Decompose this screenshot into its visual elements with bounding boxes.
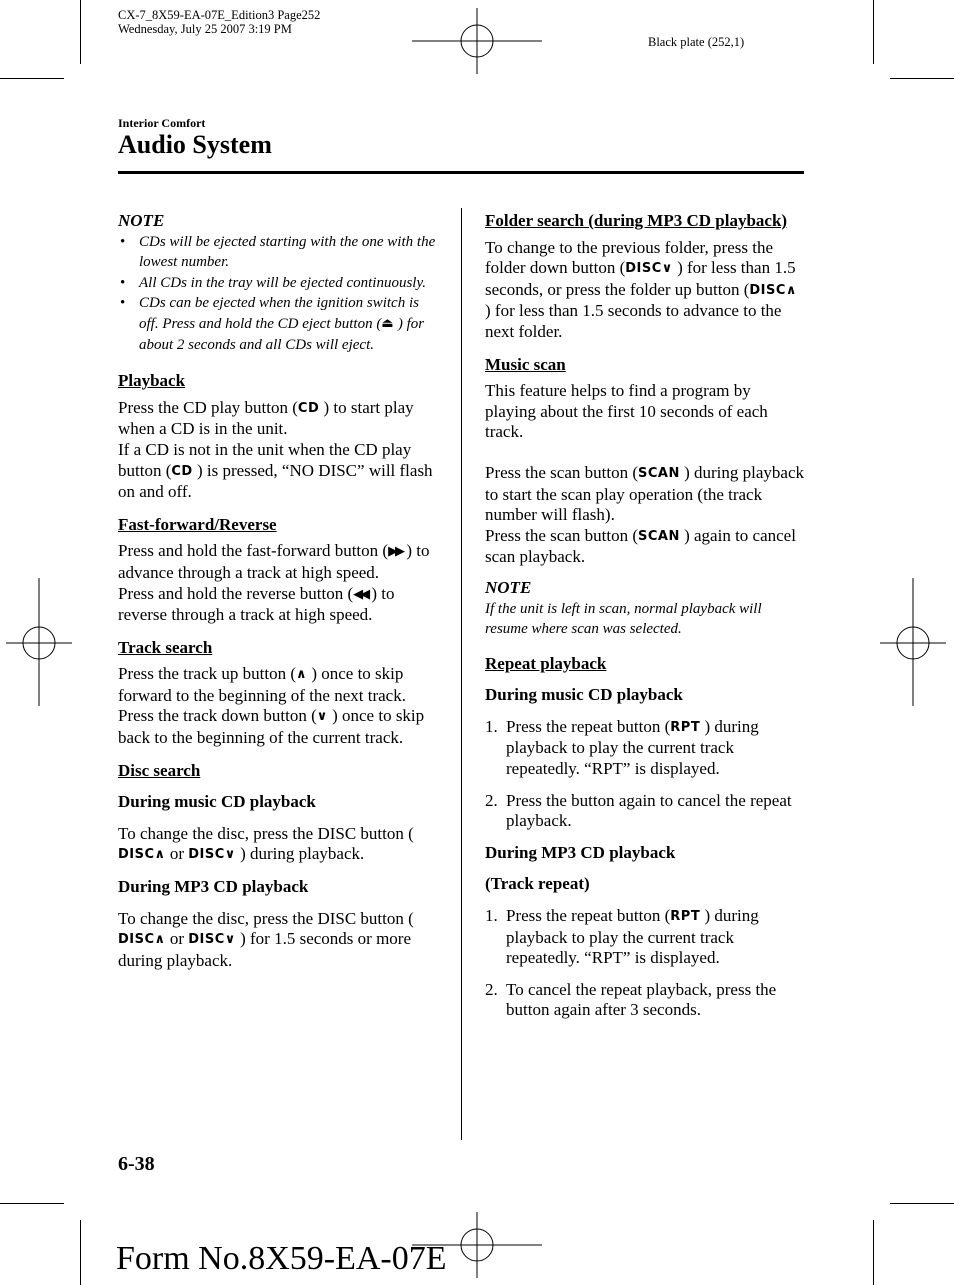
folder-search-heading: Folder search (during MP3 CD playback) [485, 211, 788, 230]
disc-down-icon: DISC∨ [625, 261, 673, 277]
subheading: During MP3 CD playback [485, 842, 676, 862]
crop-mark [80, 1220, 81, 1285]
disc-down-icon: DISC∨ [188, 932, 236, 948]
left-column [118, 211, 438, 971]
plate-label: Black plate (252,1) [648, 35, 745, 49]
repeat-playback-heading: Repeat playback [485, 653, 607, 673]
rpt-button-icon: RPT [670, 909, 701, 925]
crop-mark [890, 1203, 954, 1204]
fast-forward-paragraph: Press and hold the fast-forward button (▶▶ ) to advance through a track at high speed. [118, 541, 430, 582]
scan-paragraph: This feature helps to find a program by playing about the first 10 seconds of each track. [485, 381, 768, 442]
crop-mark [80, 0, 81, 64]
disc-up-icon: DISC∧ [118, 847, 166, 863]
reverse-paragraph: Press and hold the reverse button (◀◀ ) to reverse through a track at high speed. [118, 583, 395, 625]
title-rule [118, 171, 804, 174]
scan-paragraph: Press the scan button (SCAN ) again to cancel scan playback. [485, 525, 796, 567]
fast-forward-heading: Fast-forward/Reverse [118, 514, 277, 534]
crop-mark [0, 1203, 64, 1204]
disc-down-icon: DISC∨ [188, 847, 236, 863]
list-item: 2. To cancel the repeat playback, press the button again after 3 seconds. [485, 979, 777, 1020]
music-scan-heading: Music scan [485, 354, 566, 374]
scan-button-icon: SCAN [637, 465, 680, 481]
crop-mark [873, 0, 874, 64]
track-paragraph: Press the track down button (∨ ) once to skip back to the beginning of the current track. [118, 706, 425, 748]
playback-heading: Playback [118, 371, 186, 391]
page-number: 6-38 [118, 1153, 155, 1175]
disc-up-icon: DISC∧ [118, 932, 166, 948]
eject-icon: ⏏ [381, 315, 395, 331]
playback-paragraph: Press the CD play button (CD ) to start play when a CD is in the unit. [118, 397, 414, 439]
disc-paragraph: To change the disc, press the DISC button (DISC∧ or DISC∨ ) for 1.5 seconds or more during playback. [118, 908, 414, 970]
disc-up-icon: DISC∧ [749, 282, 797, 298]
subheading: During music CD playback [118, 792, 316, 812]
track-paragraph: Press the track up button (∧ ) once to skip forward to the beginning of the next track. [118, 664, 406, 705]
page-title: Audio System [118, 130, 272, 159]
note-item [118, 293, 438, 355]
track-search-heading: Track search [118, 637, 213, 657]
note-title: NOTE [118, 211, 165, 230]
date-line: Wednesday, July 25 2007 3:19 PM [118, 22, 292, 36]
right-column [485, 211, 805, 1021]
note-item: • All CDs in the tray will be ejected continuously. [118, 273, 438, 294]
note-text: CDs can be ejected when the ignition switch is off. Press and hold the CD eject button ( [139, 295, 419, 332]
file-info-line: CX-7_8X59-EA-07E_Edition3 Page252 [118, 8, 321, 22]
list-item: 1. Press the repeat button (RPT ) during playback to play the current track repeatedly. “RPT” is displayed. [485, 716, 759, 779]
scan-paragraph: Press the scan button (SCAN ) during playback to start the scan play operation (the track number will flash). [485, 462, 804, 525]
crop-mark [890, 78, 954, 79]
folder-paragraph: To change to the previous folder, press the folder down button (DISC∨ ) for less than 1.5 seconds, or press the folder up button (DISC∧ ) for less than 1.5 seconds to advance to the next folder. [485, 237, 797, 341]
note-text: ) for about 2 seconds and all CDs will eject. [139, 315, 425, 353]
cd-button-icon: CD [297, 400, 320, 416]
section-label: Interior Comfort [118, 116, 206, 130]
fast-forward-icon: ▶▶ [388, 544, 403, 560]
playback-paragraph: If a CD is not in the unit when the CD play button (CD ) is pressed, “NO DISC” will flash on and off. [118, 439, 433, 502]
note-item: • CDs will be ejected starting with the one with the lowest number. [118, 232, 438, 273]
column-divider [461, 208, 462, 1140]
subheading: During music CD playback [485, 685, 683, 705]
form-number: Form No.8X59-EA-07E [116, 1240, 447, 1277]
scan-note: If the unit is left in scan, normal playback will resume where scan was selected. [485, 600, 762, 638]
registration-mark-left [6, 578, 72, 706]
subheading: During MP3 CD playback [118, 877, 309, 897]
track-up-icon: ∧ [296, 667, 308, 683]
list-item: 2. Press the button again to cancel the repeat playback. [485, 790, 792, 831]
note-title: NOTE [485, 577, 532, 597]
crop-mark [0, 78, 64, 79]
reverse-icon: ◀◀ [353, 586, 368, 602]
list-item: 1. Press the repeat button (RPT ) during playback to play the current track repeatedly. “RPT” is displayed. [485, 906, 759, 968]
subheading: (Track repeat) [485, 874, 590, 894]
crop-mark [873, 1220, 874, 1285]
disc-paragraph: To change the disc, press the DISC button (DISC∧ or DISC∨ ) during playback. [118, 824, 438, 866]
registration-mark-top [412, 8, 542, 74]
disc-search-heading: Disc search [118, 760, 201, 780]
cd-button-icon: CD [171, 463, 193, 479]
rpt-button-icon: RPT [670, 719, 701, 735]
track-down-icon: ∨ [316, 709, 328, 725]
scan-button-icon: SCAN [637, 528, 680, 544]
registration-mark-right [880, 578, 946, 706]
